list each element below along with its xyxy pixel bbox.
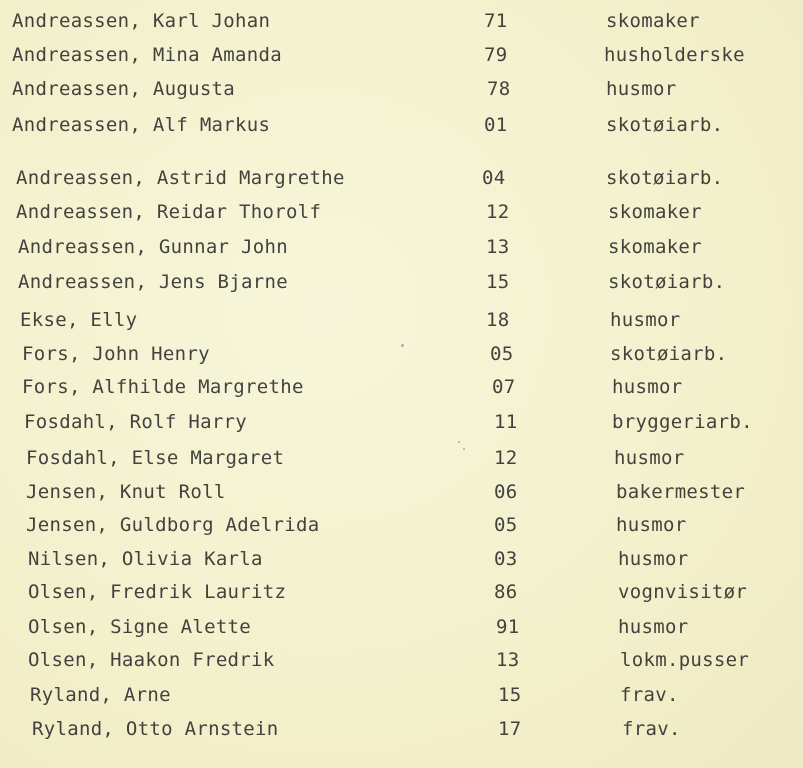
occupation: skomaker [606, 10, 700, 32]
person-name: Andreassen, Reidar Thorolf [16, 201, 322, 223]
person-name: Fosdahl, Else Margaret [26, 447, 285, 469]
occupation: husmor [616, 514, 687, 536]
birth-year: 13 [496, 649, 520, 671]
birth-year: 71 [484, 10, 508, 32]
register-row [0, 581, 803, 611]
register-row [0, 114, 803, 144]
occupation: bakermester [616, 481, 746, 503]
birth-year: 05 [494, 514, 518, 536]
birth-year: 15 [498, 684, 522, 706]
occupation: bryggeriarb. [612, 411, 753, 433]
person-name: Andreassen, Gunnar John [18, 236, 288, 258]
occupation: frav. [622, 718, 681, 740]
birth-year: 18 [486, 309, 510, 331]
birth-year: 05 [490, 343, 514, 365]
paper-speck [458, 441, 460, 443]
register-row [0, 411, 803, 441]
person-name: Ryland, Otto Arnstein [32, 718, 279, 740]
occupation: skotøiarb. [610, 343, 728, 365]
birth-year: 01 [484, 114, 508, 136]
register-row [0, 44, 803, 74]
person-name: Andreassen, Jens Bjarne [18, 271, 288, 293]
occupation: skotøiarb. [606, 167, 724, 189]
occupation: skotøiarb. [606, 114, 724, 136]
register-row [0, 548, 803, 578]
occupation: skomaker [608, 236, 702, 258]
register-row [0, 481, 803, 511]
birth-year: 11 [494, 411, 518, 433]
person-name: Fors, Alfhilde Margrethe [22, 376, 304, 398]
person-name: Andreassen, Karl Johan [12, 10, 271, 32]
register-row [0, 236, 803, 266]
person-name: Andreassen, Augusta [12, 78, 236, 100]
person-name: Olsen, Haakon Fredrik [28, 649, 275, 671]
birth-year: 04 [482, 167, 506, 189]
register-row [0, 649, 803, 679]
birth-year: 03 [494, 548, 518, 570]
person-name: Ekse, Elly [20, 309, 138, 331]
register-row [0, 684, 803, 714]
birth-year: 12 [494, 447, 518, 469]
birth-year: 12 [486, 201, 510, 223]
person-name: Fors, John Henry [22, 343, 210, 365]
register-row [0, 616, 803, 646]
occupation: vognvisitør [618, 581, 748, 603]
paper-speck [401, 344, 404, 347]
occupation: husmor [614, 447, 685, 469]
register-row [0, 376, 803, 406]
occupation: skotøiarb. [608, 271, 726, 293]
register-row [0, 447, 803, 477]
occupation: skomaker [608, 201, 702, 223]
person-name: Andreassen, Astrid Margrethe [16, 167, 345, 189]
birth-year: 79 [484, 44, 508, 66]
occupation: husmor [618, 616, 689, 638]
person-name: Andreassen, Mina Amanda [12, 44, 282, 66]
birth-year: 06 [494, 481, 518, 503]
person-name: Jensen, Knut Roll [26, 481, 226, 503]
occupation: husmor [618, 548, 689, 570]
person-name: Andreassen, Alf Markus [12, 114, 271, 136]
person-name: Ryland, Arne [30, 684, 171, 706]
occupation: husholderske [604, 44, 745, 66]
person-name: Olsen, Signe Alette [28, 616, 252, 638]
occupation: lokm.pusser [620, 649, 750, 671]
person-name: Jensen, Guldborg Adelrida [26, 514, 320, 536]
occupation: frav. [620, 684, 679, 706]
paper-speck [463, 448, 465, 450]
person-name: Fosdahl, Rolf Harry [24, 411, 248, 433]
register-row [0, 167, 803, 197]
register-row [0, 271, 803, 301]
register-row [0, 718, 803, 748]
birth-year: 17 [498, 718, 522, 740]
birth-year: 78 [487, 78, 511, 100]
occupation: husmor [612, 376, 683, 398]
birth-year: 15 [486, 271, 510, 293]
occupation: husmor [606, 78, 677, 100]
birth-year: 91 [496, 616, 520, 638]
register-row [0, 514, 803, 544]
person-name: Olsen, Fredrik Lauritz [28, 581, 287, 603]
birth-year: 86 [494, 581, 518, 603]
register-row [0, 309, 803, 339]
register-row [0, 78, 803, 108]
register-row [0, 10, 803, 40]
person-name: Nilsen, Olivia Karla [28, 548, 263, 570]
birth-year: 07 [492, 376, 516, 398]
register-row [0, 343, 803, 373]
register-row [0, 201, 803, 231]
occupation: husmor [610, 309, 681, 331]
birth-year: 13 [486, 236, 510, 258]
